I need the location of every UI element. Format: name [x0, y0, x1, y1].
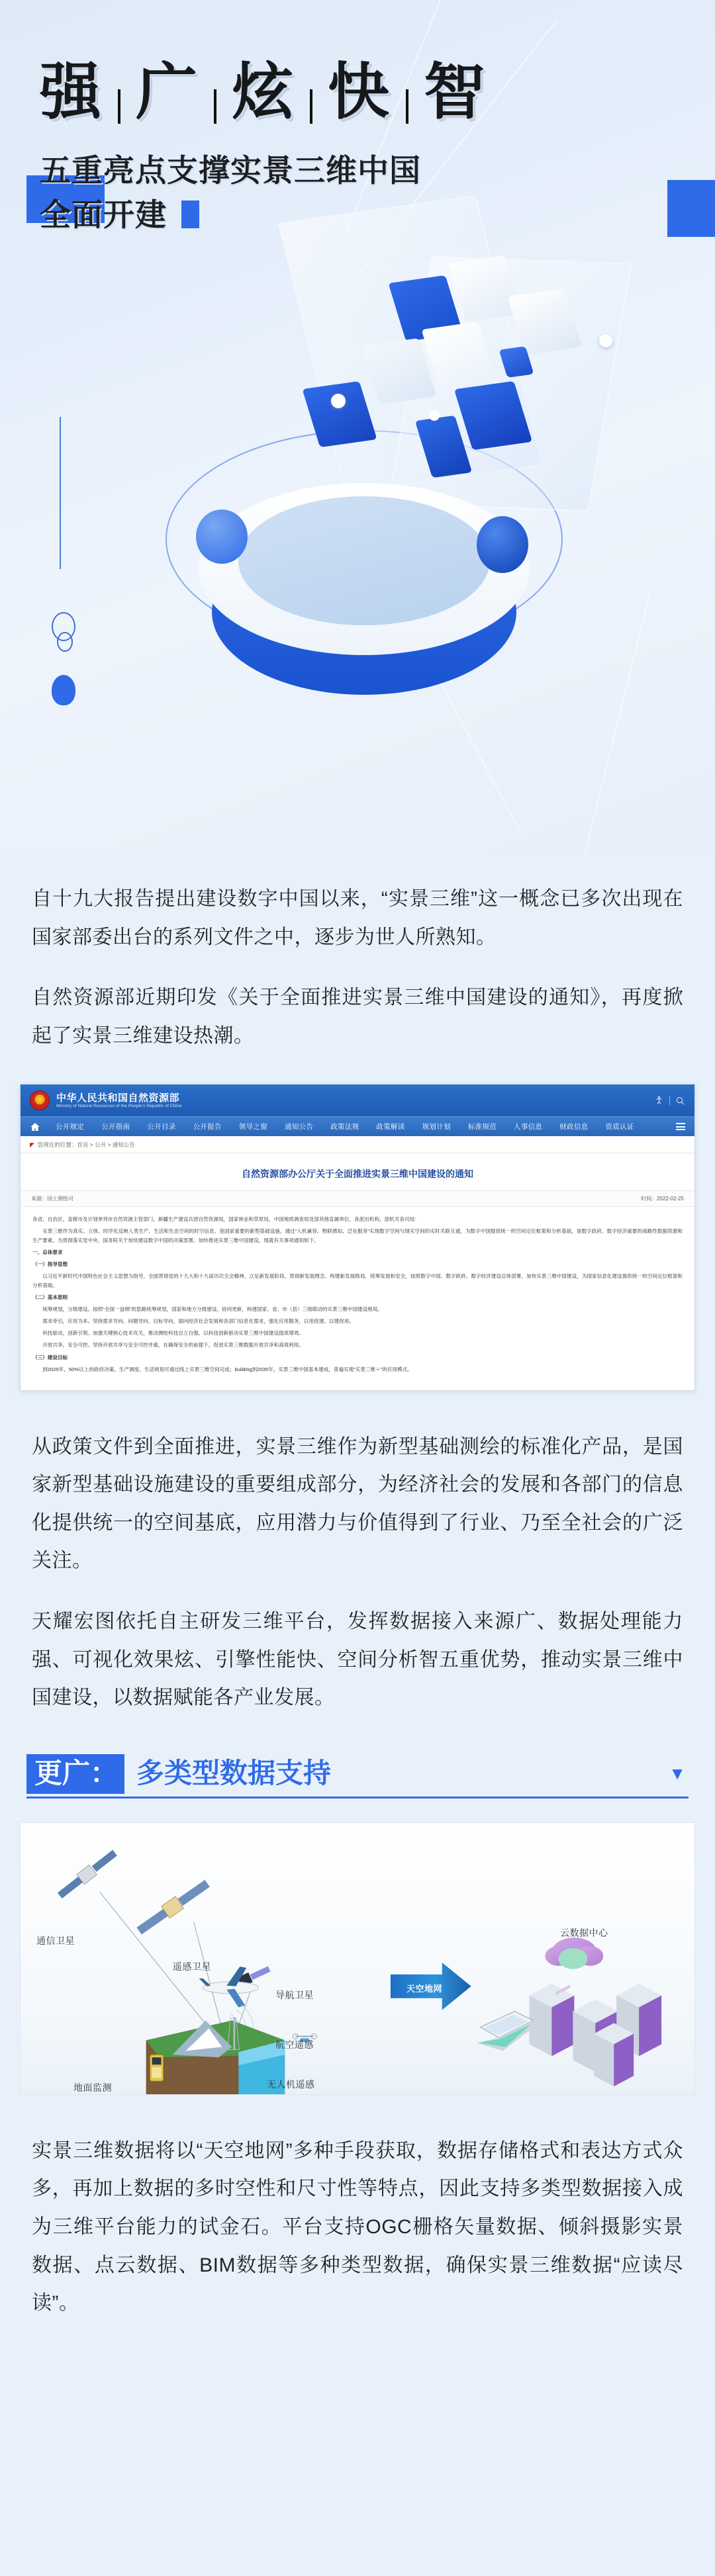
- doc-para-6: 统筹规划，分级建设。按照“全国一盘棋”的思路统筹规划，国家和地方分级建设、协同更新，构建国家、省、市（县）三级联动的实景三维中国建设格局。: [42, 1306, 383, 1313]
- section-title: 多类型数据支持: [136, 1757, 332, 1789]
- nav-item-11[interactable]: 财政信息: [559, 1123, 589, 1132]
- podium-knob-left: [196, 510, 248, 564]
- podium-knob-right: [477, 516, 528, 573]
- doc-para-1: 实景三维作为真实、立体、时序化反映人类生产、生活和生态空间的时空信息，是国家重要的新型基础设施，通过“人机兼容、物联感知、泛在服务”实现数字空间与现实空间的实时关联互通，为数字中国提供统一的空间定位框架和分析基础，是数字政府、数字经济重要的战略性数据资源和生产要素。为贯彻落实党中央、国务院关于加快建设数字中国的决策部署，加快推进实景三维中国建设，现就有关事项通知如下。: [32, 1228, 683, 1244]
- node-dot-right: [599, 334, 612, 347]
- document-source: 来源：国土测绘司: [31, 1195, 73, 1202]
- podium-inner-disc: [238, 496, 490, 625]
- nav-item-5[interactable]: 通知公告: [285, 1123, 314, 1132]
- document-brand-en: Ministry of Natural Resources of the People's Republic of China: [56, 1104, 182, 1109]
- doc-para-4: 以习近平新时代中国特色社会主义思想为指导，全面贯彻党的十九大和十九届历次全会精神，立足新发展阶段、贯彻新发展理念、构建新发展格局，统筹发展和安全，按照数字中国、数字政府、数字经济建设总体部署，加快实景三维中国建设，为国家信息化建设提供统一的空间定位框架和分析基础。: [32, 1273, 683, 1289]
- subtitle-line-2-wrap: [40, 193, 715, 238]
- decor-blue-dot: [52, 675, 75, 705]
- title-separator: [118, 89, 120, 124]
- label-ground-monitoring: 地面监测: [73, 2082, 112, 2093]
- label-sky-ground-network: 天空地网: [406, 1983, 443, 1994]
- nav-item-2[interactable]: 公开目录: [147, 1123, 176, 1132]
- home-icon[interactable]: [30, 1122, 40, 1132]
- title-char-4: 快: [328, 56, 391, 128]
- node-dot-center: [429, 410, 440, 421]
- title-char-1: 强: [40, 56, 103, 128]
- doc-para-3: （一）指导思想: [32, 1261, 68, 1268]
- document-time: 时间：2022-02-25: [641, 1195, 684, 1202]
- document-topbar: [21, 1085, 694, 1116]
- document-nav[interactable]: [21, 1116, 694, 1136]
- doc-para-8: 科技驱动，创新引领。加强关键核心技术攻关，推动测绘科技自立自强，以科技创新驱动实景三维中国建设提质增效。: [42, 1330, 305, 1337]
- breadcrumb-text: 您现在的位置：首页 > 公开 > 通知公告: [37, 1141, 135, 1149]
- nav-item-9[interactable]: 标准规范: [467, 1123, 497, 1132]
- title-separator: [310, 89, 312, 124]
- subtitle-line-2: 全面开建: [40, 197, 167, 232]
- doc-para-5: （二）基本原则: [32, 1294, 68, 1301]
- breadcrumb-marker-icon: ◤: [30, 1141, 34, 1148]
- page-title: [40, 56, 715, 128]
- document-meta: [21, 1190, 694, 1207]
- doc-para-11: 到2025年，50%以上的政府决策、生产调度、生活规划可通过线上实景三维空间完成；building到2035年，实景三维中国基本建成，普遍实现“实景三维＋”的应用模式。: [42, 1366, 412, 1372]
- hero-3d-illustration: [0, 218, 715, 854]
- paragraph-2: 自然资源部近期印发《关于全面推进实景三维中国建设的通知》，再度掀起了实景三维建设热潮。: [32, 987, 683, 1047]
- paragraph-5: 实景三维数据将以“天空地网”多种手段获取，数据存储格式和表达方式众多，再加上数据的多时空性和尺寸性等特点，因此支持多类型数据接入成为三维平台能力的试金石。平台支持OGC栅格矢量数据、倾斜摄影实景数据、点云数据、BIM数据等多种类型数据，确保实景三维数据“应读尽读”。: [32, 2139, 683, 2315]
- sky-ground-network-infographic: [20, 1822, 695, 2095]
- label-aerial-remote-sensing: 航空遥感: [275, 2039, 314, 2050]
- breadcrumb: [21, 1136, 694, 1153]
- document-body: [21, 1207, 694, 1390]
- nav-item-4[interactable]: 领导之窗: [238, 1123, 268, 1132]
- subtitle-line-1: 五重亮点支撑实景三维中国: [40, 152, 421, 188]
- label-cloud-data-center: 云数据中心: [560, 1927, 608, 1938]
- paragraph-1: 自十九大报告提出建设数字中国以来，“实景三维”这一概念已多次出现在国家部委出台的系列文件之中，逐步为世人所熟知。: [32, 888, 683, 948]
- article-body: [0, 854, 715, 2349]
- nav-item-12[interactable]: 资质认证: [605, 1123, 634, 1132]
- nav-item-3[interactable]: 公开报告: [193, 1123, 222, 1132]
- section-badge: 更广：: [26, 1754, 124, 1794]
- search-icon[interactable]: [675, 1096, 685, 1106]
- nav-item-6[interactable]: 政策法规: [330, 1123, 359, 1132]
- document-title: 自然资源部办公厅关于全面推进实景三维中国建设的通知: [242, 1169, 473, 1180]
- label-remote-sensing-satellite: 遥感卫星: [173, 1961, 211, 1972]
- title-separator: [406, 89, 408, 124]
- topbar-divider: [669, 1096, 670, 1105]
- decor-vertical-line: [60, 417, 61, 569]
- page-subtitle: [40, 149, 715, 237]
- nav-item-10[interactable]: 人事信息: [514, 1123, 543, 1132]
- document-brand-cn: 中华人民共和国自然资源部: [56, 1092, 180, 1104]
- nav-item-0[interactable]: 公开规定: [56, 1123, 85, 1132]
- infographic-graphics: [21, 1823, 694, 2094]
- label-communication-satellite: 通信卫星: [36, 1935, 75, 1946]
- title-char-5: 智: [424, 56, 487, 128]
- doc-para-10: （三）建设目标: [32, 1354, 68, 1360]
- subtitle-accent-square: [181, 200, 199, 228]
- accessibility-icon[interactable]: [654, 1096, 664, 1106]
- nav-item-8[interactable]: 规划计划: [422, 1123, 451, 1132]
- doc-para-2: 一、总体要求: [32, 1249, 63, 1256]
- paragraph-4: 天耀宏图依托自主研发三维平台，发挥数据接入来源广、数据处理能力强、可视化效果炫、引擎性能快、空间分析智五重优势，推动实景三维中国建设，以数据赋能各产业发展。: [32, 1611, 683, 1709]
- paragraph-3: 从政策文件到全面推进，实景三维作为新型基础测绘的标准化产品，是国家新型基础设施建设的重要组成部分，为经济社会的发展和各部门的信息化提供统一的空间基底，应用潜力与价值得到了行业、乃至全社会的广泛关注。: [32, 1435, 683, 1572]
- chevron-down-icon[interactable]: ▼: [669, 1763, 686, 1784]
- label-uav-remote-sensing: 无人机遥感: [267, 2078, 315, 2090]
- doc-para-7: 需求牵引，应用为本。坚持需求导向、问题导向、目标导向，面向经济社会发展和各部门信息化需求，强化应用服务，以用促建、以建促用。: [42, 1318, 354, 1325]
- decor-ring-small: [57, 632, 73, 652]
- node-dot-left: [331, 394, 346, 408]
- title-char-2: 广: [136, 56, 199, 128]
- section-header-more-breadth: [26, 1754, 689, 1799]
- label-navigation-satellite: 导航卫星: [275, 1989, 314, 2000]
- government-document-screenshot[interactable]: [20, 1084, 695, 1390]
- nav-item-7[interactable]: 政策解读: [376, 1123, 405, 1132]
- doc-para-0: 各省、自治区、直辖市及计划单列市自然资源主管部门，新疆生产建设兵团自然资源局，国家林业和草原局，中国地质调查局及部其他直属单位，各派出机构，部机关各司局：: [32, 1216, 420, 1222]
- nav-item-1[interactable]: 公开指南: [101, 1123, 130, 1132]
- menu-icon[interactable]: [676, 1123, 685, 1130]
- hero-banner: [0, 0, 715, 854]
- title-char-3: 炫: [232, 56, 295, 128]
- national-emblem-icon: [30, 1090, 50, 1110]
- doc-para-9: 开放共享，安全可控。坚持开放共享与安全可控并重，在确保安全的前提下，促进实景三维数据开放共享和高效利用。: [42, 1342, 305, 1349]
- title-separator: [214, 89, 216, 124]
